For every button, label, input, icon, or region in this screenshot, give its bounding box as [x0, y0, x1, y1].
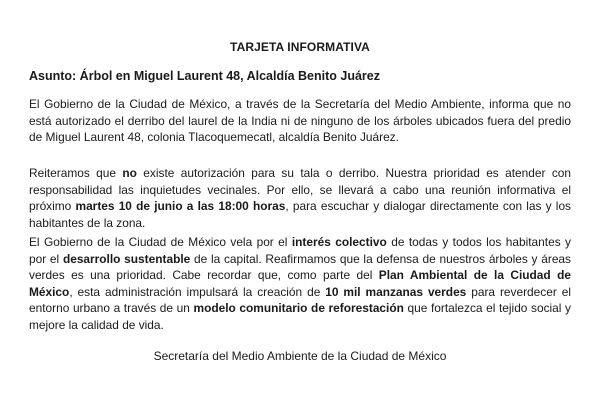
p3-text-2: de todas y todos los habitantes y por el — [29, 235, 571, 266]
p2-text-2: existe autorización para su tala o derribo. Nuestra prioridad es atender con responsabilidad las inquietudes vecinales. Por ello, se llevará a cabo una reunión informativa el próximo — [29, 166, 571, 214]
paragraph-1 — [29, 96, 571, 146]
p2-bold-no: no — [122, 166, 137, 180]
document-title: TARJETA INFORMATIVA — [230, 40, 370, 54]
p2-text-3: , para escuchar y dialogar directamente con las y los habitantes de la zona. — [29, 199, 571, 230]
p3-bold-manzanas-verdes: 10 mil manzanas verdes — [325, 284, 467, 299]
p3-bold-desarrollo-sustentable: desarrollo sustentable — [62, 251, 191, 266]
paragraph-3 — [29, 234, 571, 334]
p3-text-3: de la capital. Reafirmamos que la defensa de nuestros árboles y áreas verdes es una prioridad. Cabe recordar que, como parte del — [29, 251, 571, 283]
document-signature: Secretaría del Medio Ambiente de la Ciudad de México — [153, 349, 447, 363]
p3-bold-plan-ambiental: Plan Ambiental de la Ciudad de México — [29, 268, 571, 299]
paragraph-1-text: El Gobierno de la Ciudad de México, a través de la Secretaría del Medio Ambiente, informa que no está autorizado el derribo del laurel de la India ni de ninguno de los árboles ubicados fuera del predio de Miguel Laurent 48, colonia Tlacoquemecatl, alcaldía Benito Juárez. — [29, 97, 571, 145]
p3-bold-modelo-comunitario: modelo comunitario de reforestación — [193, 301, 404, 316]
p2-bold-meeting-date: martes 10 de junio a las 18:00 horas — [75, 199, 286, 214]
document-subject: Asunto: Árbol en Miguel Laurent 48, Alcaldía Benito Juárez — [29, 69, 380, 83]
p3-bold-interes-colectivo: interés colectivo — [291, 235, 387, 249]
p2-text-1: Reiteramos que — [29, 166, 123, 180]
paragraph-2 — [29, 165, 571, 231]
p3-text-4: , esta administración impulsará la creación de — [69, 284, 326, 299]
p3-text-5: para reverdecer el entorno urbano a través de un — [29, 284, 571, 316]
p3-text-1: El Gobierno de la Ciudad de México vela por el — [29, 235, 292, 249]
p3-text-6: que fortalezca el tejido social y mejore la calidad de vida. — [29, 301, 571, 332]
